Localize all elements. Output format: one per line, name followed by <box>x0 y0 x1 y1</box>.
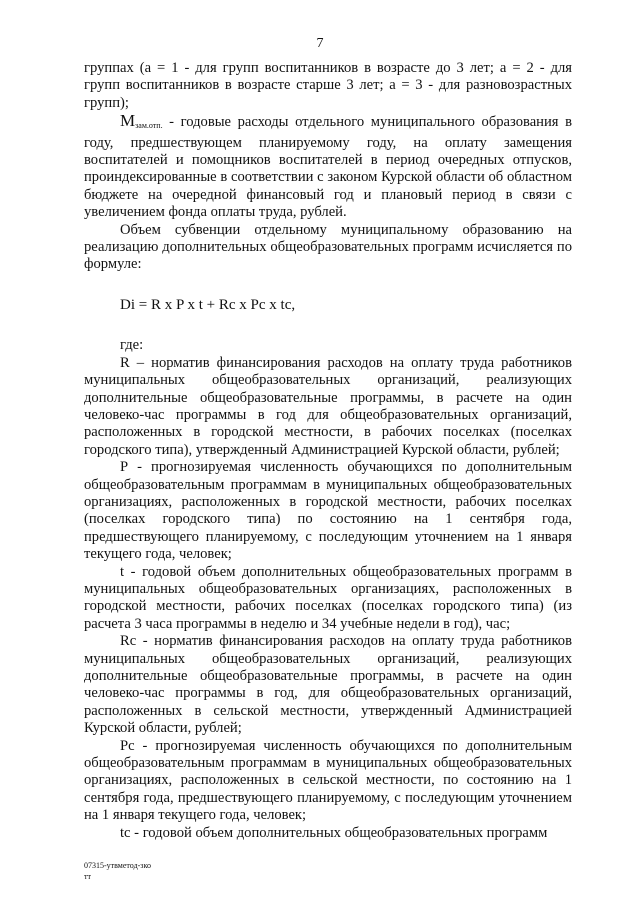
definition-Rc: Rc - норматив финансирования расходов на оплату труда работников муниципальных общеобразовательных организаций, реализующих дополнительные общеобразовательные программы, в расчете на один человеко-час программы в год, для общеобразовательных организаций, расположенных в сельской местности, утвержденный Администрацией Курской области, рублей; <box>84 633 572 737</box>
definition-P: Р - прогнозируемая численность обучающихся по дополнительным общеобразовательным программам в муниципальных общеобразовательных организациях, расположенных в городской местности, рабочих поселках (поселках городского типа) по состоянию на 1 сентября года, предшествующего планируемому, с последующим уточнением на 1 января текущего года, человек; <box>84 459 572 563</box>
m-subscript: зам.отп. <box>135 121 163 131</box>
document-body <box>84 60 572 842</box>
footer-code: 07315-утвметод-зко <box>84 861 151 870</box>
definition-Pc: Рс - прогнозируемая численность обучающихся по дополнительным общеобразовательным программам в муниципальных общеобразовательных организациях, расположенных в сельской местности, по состоянию на 1 сентября года, предшествующего планируемому, с последующим уточнением на 1 января текущего года, человек; <box>84 737 572 824</box>
where-label: где: <box>120 337 144 354</box>
m-symbol: М <box>120 111 136 131</box>
formula: Di = R x P x t + Rc x Pc x tc, <box>120 296 296 313</box>
paragraph-m-zam-otp <box>84 112 572 221</box>
footer <box>84 860 151 882</box>
m-description: - годовые расходы отдельного муниципального образования в году, предшествующем планируемому году, на оплату замещения воспитателей и помощников воспитателей в период очередных отпусков, проиндексированные в соответствии с законом Курской области об областном бюджете на очередной финансовый год и плановый период в связи с увеличением фонда оплаты труда, рублей. <box>84 114 572 221</box>
definition-tc: tc - годовой объем дополнительных общеобразовательных программ <box>120 824 548 841</box>
definition-R: R – норматив финансирования расходов на оплату труда работников муниципальных общеобразовательных организаций, реализующих дополнительные общеобразовательные программы, в расчете на один человеко-час программы в год для общеобразовательных организаций, расположенных в городской местности, в рабочих поселках (поселках городского типа), утвержденный Администрацией Курской области, рублей; <box>84 354 572 458</box>
paragraph-groups: группах (a = 1 - для групп воспитанников в возрасте до 3 лет; a = 2 - для групп воспитанников в возрасте старше 3 лет; a = 3 - для разновозрастных групп); <box>84 60 572 111</box>
footer-initials: тт <box>84 872 91 881</box>
definition-t: t - годовой объем дополнительных общеобразовательных программ в муниципальных общеобразовательных организациях, расположенных в городской местности, рабочих поселках (поселках городского типа) (из расчета 3 часа программы в неделю и 34 учебные недели в год), час; <box>84 563 572 632</box>
page-number: 7 <box>316 36 324 51</box>
paragraph-subvention-volume: Объем субвенции отдельному муниципальному образованию на реализацию дополнительных общеобразовательных программ исчисляется по формуле: <box>84 221 572 273</box>
